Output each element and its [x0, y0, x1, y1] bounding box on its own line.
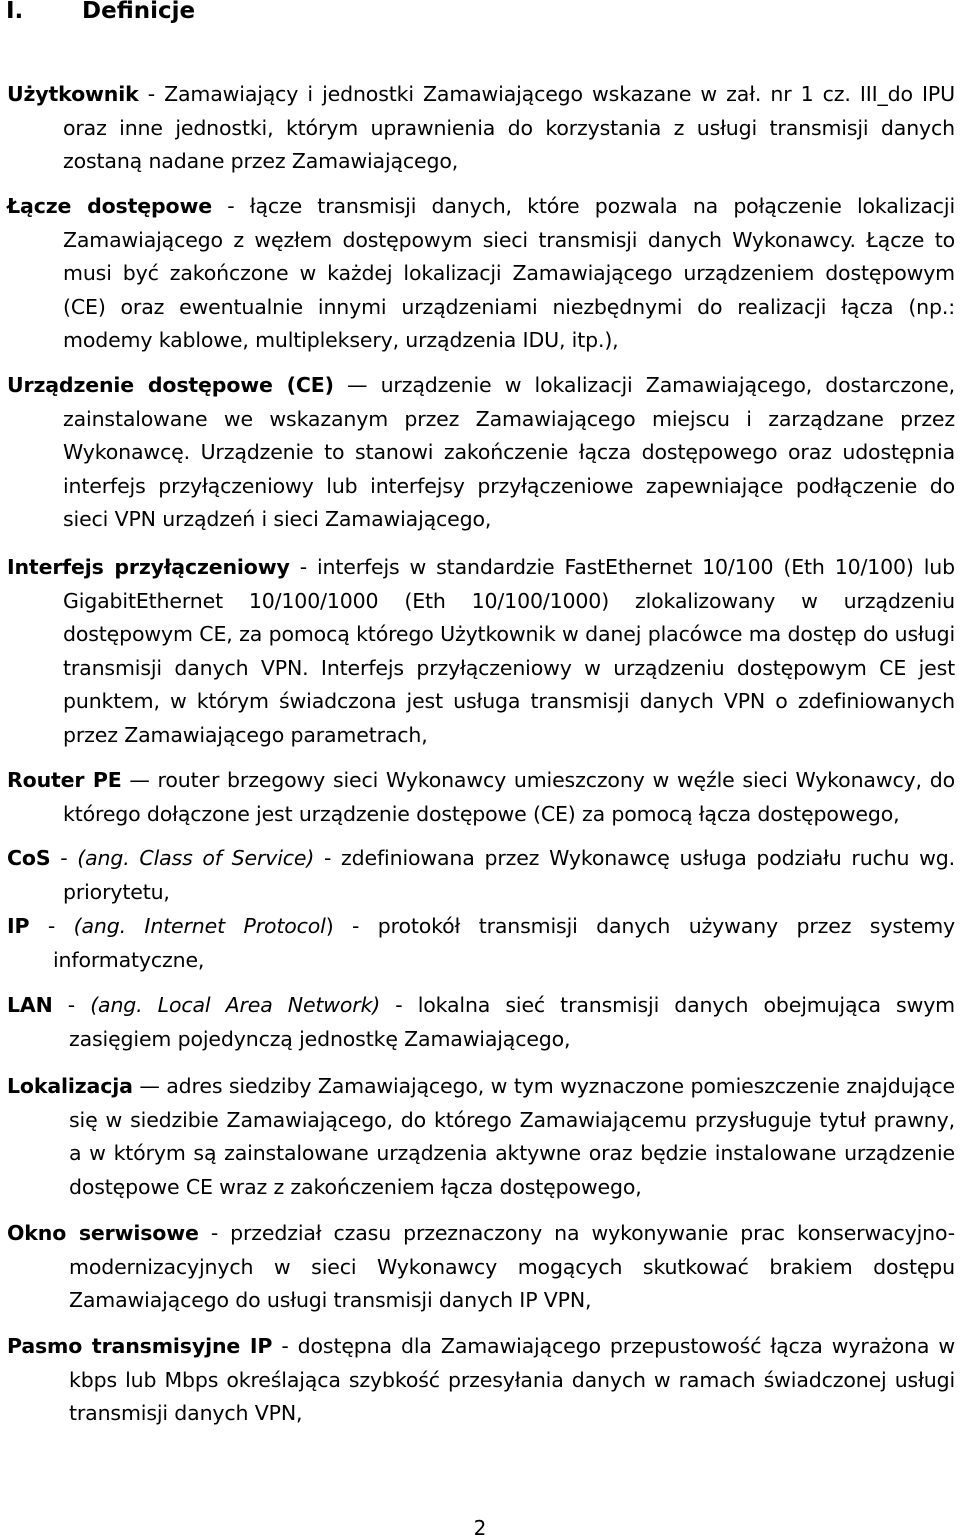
definition-term: Interfejs przyłączeniowy	[7, 555, 290, 579]
definition-cos	[7, 842, 955, 909]
definition-lacze-dostepowe	[7, 190, 955, 358]
definition-term: CoS	[7, 846, 51, 870]
definition-text: - przedział czasu przeznaczony na wykonywanie prac konserwacyjno-modernizacyjnych w sieci Wykonawcy mogących skutkować brakiem dostępu Zamawiającego do usługi transmisji danych IP VPN,	[69, 1221, 955, 1313]
definition-text: - Zamawiający i jednostki Zamawiającego wskazane w zał. nr 1 cz. III_do IPU oraz inne jednostki, którym uprawnienia do korzystania z usługi transmisji danych zostaną nadane przez Zamawiającego,	[63, 82, 955, 174]
definition-term: LAN	[7, 993, 53, 1017]
definition-term: IP	[7, 914, 30, 938]
definition-expansion: (ang. Local Area Network)	[90, 993, 381, 1017]
definition-text: - interfejs w standardzie FastEthernet 10/100 (Eth 10/100) lub GigabitEthernet 10/100/1000 (Eth 10/100/1000) zlokalizowany w urządzeniu dostępowym CE, za pomocą którego Użytkownik w danej placówce ma dostęp do usługi transmisji danych VPN. Interfejs przyłączeniowy w urządzeniu dostępowym CE jest punktem, w którym świadczona jest usługa transmisji danych VPN o zdefiniowanych przez Zamawiającego parametrach,	[63, 555, 955, 747]
definition-term: Łącze dostępowe	[7, 194, 213, 218]
section-heading	[6, 0, 195, 26]
definition-text: - łącze transmisji danych, które pozwala na połączenie lokalizacji Zamawiającego z węzłem dostępowym sieci transmisji danych Wykonawcy. Łącze to musi być zakończone w każdej lokalizacji Zamawiającego urządzeniem dostępowym (CE) oraz ewentualnie innymi urządzeniami niezbędnymi do realizacji łącza (np.: modemy kablowe, multipleksery, urządzenia IDU, itp.),	[63, 194, 955, 353]
definition-text: — router brzegowy sieci Wykonawcy umieszczony w węźle sieci Wykonawcy, do którego dołączone jest urządzenie dostępowe (CE) za pomocą łącza dostępowego,	[63, 768, 955, 826]
definition-lokalizacja	[7, 1070, 955, 1204]
section-title: Definicje	[82, 0, 196, 24]
definition-expansion: (ang. Internet Protocol	[73, 914, 326, 938]
definition-term: Urządzenie dostępowe (CE)	[7, 373, 334, 397]
definition-text: - lokalna sieć transmisji danych obejmująca swym zasięgiem pojedynczą jednostkę Zamawiającego,	[69, 993, 956, 1051]
definition-lan	[7, 989, 955, 1056]
definition-term: Lokalizacja	[7, 1074, 133, 1098]
definition-router-pe	[7, 764, 955, 831]
definition-text: - dostępna dla Zamawiającego przepustowość łącza wyrażona w kbps lub Mbps określająca szybkość przesyłania danych w ramach świadczonej usługi transmisji danych VPN,	[69, 1334, 956, 1426]
definition-uzytkownik	[7, 78, 955, 179]
definition-text: — urządzenie w lokalizacji Zamawiającego, dostarczone, zainstalowane we wskazanym przez Zamawiającego miejscu i zarządzane przez Wykonawcę. Urządzenie to stanowi zakończenie łącza dostępowego oraz udostępnia interfejs przyłączeniowy lub interfejsy przyłączeniowe zapewniające podłączenie do sieci VPN urządzeń i sieci Zamawiającego,	[63, 373, 955, 532]
definition-text: — adres siedziby Zamawiającego, w tym wyznaczone pomieszczenie znajdujące się w siedzibie Zamawiającego, do którego Zamawiającemu przysługuje tytuł prawny, a w którym są zainstalowane urządzenia aktywne oraz będzie instalowane urządzenie dostępowe CE wraz z zakończeniem łącza dostępowego,	[69, 1074, 955, 1199]
definition-expansion: (ang. Class of Service)	[77, 846, 315, 870]
definition-pasmo-transmisyjne-ip	[7, 1330, 955, 1431]
definition-separator: -	[50, 846, 78, 870]
definition-term: Okno serwisowe	[7, 1221, 199, 1245]
definition-text: - zdefiniowana przez Wykonawcę usługa podziału ruchu wg. priorytetu,	[63, 846, 955, 904]
definition-urzadzenie-dostepowe	[7, 369, 955, 537]
definition-term: Użytkownik	[7, 82, 139, 106]
definition-separator: -	[52, 993, 91, 1017]
definition-separator: -	[29, 914, 74, 938]
definition-okno-serwisowe	[7, 1217, 955, 1318]
definition-term: Pasmo transmisyjne IP	[7, 1334, 273, 1358]
definition-term: Router PE	[7, 768, 122, 792]
definition-interfejs-przylaczeniowy	[7, 551, 955, 753]
page-number: 2	[473, 1516, 487, 1540]
definition-text: ) - protokół transmisji danych używany przez systemy informatyczne,	[53, 914, 956, 972]
section-number: I.	[6, 0, 24, 24]
definition-ip	[7, 910, 955, 977]
